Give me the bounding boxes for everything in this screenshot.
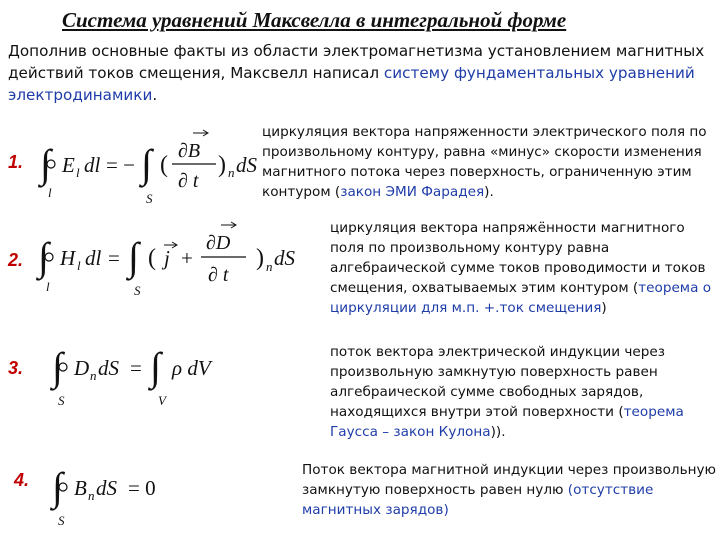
svg-text:∂ t: ∂ t bbox=[178, 170, 199, 192]
svg-text:(: ( bbox=[160, 152, 168, 178]
svg-text:): ) bbox=[256, 245, 264, 271]
svg-text:= −: = − bbox=[106, 153, 135, 177]
svg-text:D: D bbox=[74, 356, 90, 380]
equation-4-description bbox=[302, 460, 718, 520]
svg-text:n: n bbox=[266, 259, 273, 274]
svg-text:∫: ∫ bbox=[141, 141, 152, 186]
svg-text:S: S bbox=[58, 393, 65, 408]
equation-1-description bbox=[262, 122, 717, 202]
svg-text:B: B bbox=[74, 476, 87, 500]
svg-text:dS: dS bbox=[236, 153, 257, 177]
equation-1-law: закон ЭМИ Фарадея bbox=[340, 184, 485, 200]
svg-text:∫: ∫ bbox=[128, 234, 139, 279]
equation-3-formula-svg bbox=[50, 335, 290, 415]
svg-text:(: ( bbox=[148, 245, 156, 271]
equation-3-end: )). bbox=[490, 424, 506, 440]
svg-text:dS: dS bbox=[96, 476, 117, 500]
svg-text:ρ dV: ρ dV bbox=[172, 356, 211, 380]
svg-text:+: + bbox=[181, 246, 193, 270]
svg-text:H: H bbox=[60, 246, 76, 270]
equation-2-end: ) bbox=[601, 300, 607, 316]
equation-2-number: 2. bbox=[8, 250, 24, 270]
svg-text:E: E bbox=[62, 153, 75, 177]
svg-text:n: n bbox=[88, 488, 95, 503]
svg-text:V: V bbox=[158, 393, 166, 408]
svg-text:∂B: ∂B bbox=[178, 140, 201, 162]
svg-text:∂D: ∂D bbox=[206, 232, 231, 254]
svg-text:): ) bbox=[218, 152, 226, 178]
equation-1-end: ). bbox=[484, 184, 494, 200]
equation-4-formula-svg bbox=[50, 455, 250, 535]
equation-3-description bbox=[330, 342, 718, 442]
svg-text:=: = bbox=[108, 246, 120, 270]
equation-4-law: (отсутствие магнитных зарядов) bbox=[302, 482, 654, 518]
equation-1-text: циркуляция вектора напряженности электрического поля по произвольному контуру, равна «минус» скорости изменения магнитного потока через поверхность, ограниченную этим контуром ( bbox=[262, 124, 707, 200]
svg-text:j: j bbox=[164, 246, 170, 270]
svg-text:n: n bbox=[90, 368, 97, 383]
svg-text:∫: ∫ bbox=[150, 344, 161, 389]
intro-text: Дополнив основные факты из области электромагнетизма установлением магнитных действий токов смещения, Максвелл написал bbox=[8, 42, 705, 82]
svg-text:l: l bbox=[46, 279, 50, 294]
svg-text:∫: ∫ bbox=[38, 234, 49, 279]
equation-3-law: теорема Гаусса – закон Кулона bbox=[330, 404, 684, 440]
equation-1-formula-svg bbox=[38, 125, 298, 215]
svg-text:∂ t: ∂ t bbox=[208, 264, 229, 286]
intro-link[interactable]: систему фундаментальных уравнений электродинамики bbox=[8, 64, 695, 104]
svg-text:∫: ∫ bbox=[40, 141, 51, 186]
svg-text:n: n bbox=[228, 165, 235, 180]
equation-4-number: 4. bbox=[14, 470, 30, 490]
svg-text:S: S bbox=[146, 191, 153, 206]
intro-end: . bbox=[152, 86, 158, 104]
equation-2-law: теорема о циркуляции для м.п. +. bbox=[330, 280, 712, 316]
equation-3-number: 3. bbox=[8, 358, 24, 378]
svg-text:dl: dl bbox=[84, 153, 101, 177]
svg-text:l: l bbox=[76, 165, 80, 180]
equation-2-description bbox=[330, 218, 718, 318]
svg-text:dl: dl bbox=[85, 246, 102, 270]
svg-text:S: S bbox=[134, 283, 141, 298]
svg-text:= 0: = 0 bbox=[128, 476, 156, 500]
equation-2-law-extra: ток смещения bbox=[499, 300, 602, 316]
equation-3-text: поток вектора электрической индукции через произвольную замкнутую поверхность равен алгебраической сумме свободных зарядов, находящихся внутри этой поверхности ( bbox=[330, 344, 665, 420]
equation-2-text: циркуляция вектора напряжённости магнитного поля по произвольному контуру равна алгебраической сумме токов проводимости и токов смещения, охватываемых этим контуром ( bbox=[330, 220, 706, 296]
equation-4-text: Поток вектора магнитной индукции через произвольную замкнутую поверхность равен нулю bbox=[302, 462, 716, 498]
svg-text:∫: ∫ bbox=[52, 344, 63, 389]
page-title: Система уравнений Максвелла в интегральной форме bbox=[62, 8, 567, 32]
equation-2-formula-svg bbox=[36, 215, 336, 305]
svg-text:=: = bbox=[130, 356, 142, 380]
svg-text:l: l bbox=[48, 185, 52, 200]
svg-text:dS: dS bbox=[274, 246, 295, 270]
svg-text:S: S bbox=[58, 513, 65, 528]
svg-text:l: l bbox=[77, 258, 81, 273]
svg-text:dS: dS bbox=[98, 356, 119, 380]
intro-paragraph bbox=[8, 40, 714, 106]
svg-text:∫: ∫ bbox=[52, 464, 63, 509]
equation-1-number: 1. bbox=[8, 152, 24, 172]
